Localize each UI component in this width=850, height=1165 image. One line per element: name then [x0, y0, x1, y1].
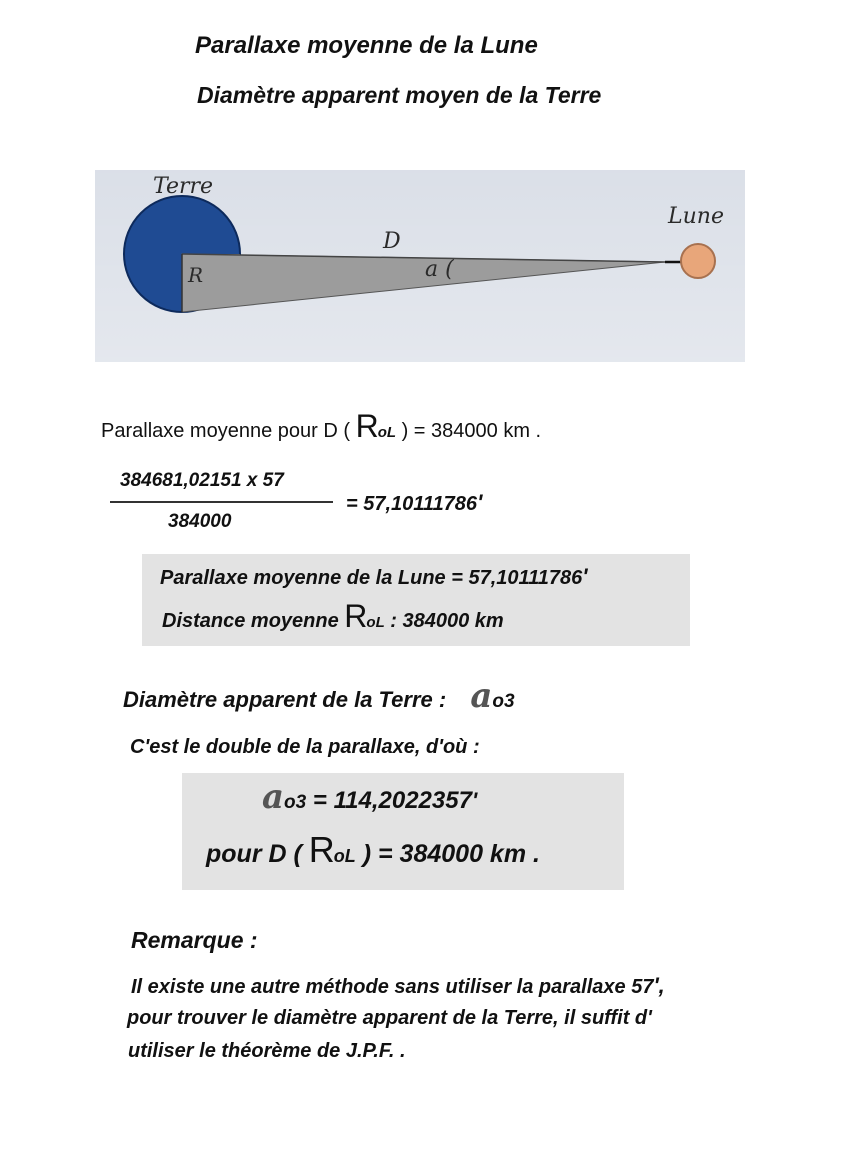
page-title: Parallaxe moyenne de la Lune: [195, 32, 538, 59]
box1-line2-prefix: Distance moyenne: [162, 610, 339, 632]
remark-line-1: [131, 973, 665, 999]
diameter-distance: [206, 829, 540, 871]
alpha-subscript: o3: [492, 691, 515, 712]
remark-line1-text: Il existe une autre méthode sans utiliser la parallaxe 57: [131, 976, 654, 998]
mean-distance: [162, 598, 504, 635]
prime-mark: ': [582, 564, 588, 589]
moon-parallax-value: [160, 564, 588, 590]
alpha-subscript: o3: [284, 792, 307, 813]
diameter-heading-text: Diamètre apparent de la Terre :: [123, 687, 447, 712]
earth-label: Terre: [153, 174, 214, 199]
diameter-value: [262, 777, 477, 817]
r-symbol: R: [344, 598, 367, 634]
diameter-value-text: = 114,2022357: [312, 787, 472, 814]
line1-prefix: Parallaxe moyenne pour D (: [101, 420, 351, 442]
fraction-denominator: 384000: [168, 511, 232, 532]
fraction-result-value: = 57,10111786: [346, 493, 478, 515]
moon-label: Lune: [668, 204, 724, 229]
remark-line-3: utiliser le théorème de J.P.F. .: [128, 1040, 406, 1062]
fraction-result: [346, 490, 482, 516]
remark-line-2: pour trouver le diamètre apparent de la Terre, il suffit d': [127, 1007, 652, 1029]
remark-heading: Remarque :: [131, 927, 258, 953]
r-symbol: R: [308, 829, 334, 870]
moon-circle: [681, 244, 715, 278]
earth-diameter-heading: [123, 676, 515, 716]
prime-mark: ': [471, 788, 478, 813]
prime-mark: ': [477, 490, 483, 515]
box1-line1-text: Parallaxe moyenne de la Lune = 57,10111786: [160, 567, 583, 589]
fraction-bar: [110, 501, 333, 503]
angle-label: a (: [425, 257, 454, 282]
r-subscript: oL: [366, 614, 385, 631]
page-subtitle: Diamètre apparent moyen de la Terre: [197, 82, 602, 108]
parallax-diagram: [95, 170, 745, 362]
prime-mark: ',: [653, 973, 665, 998]
r-subscript: oL: [377, 424, 397, 441]
line1-suffix: ) = 384000 km .: [401, 420, 542, 442]
alpha-symbol: a: [262, 777, 285, 817]
distance-label: D: [383, 229, 401, 254]
parallax-distance-line: [101, 408, 541, 445]
r-symbol: R: [355, 408, 378, 444]
radius-label: R: [188, 263, 204, 287]
moon-parallax-box: [142, 554, 690, 646]
alpha-symbol: a: [470, 676, 493, 716]
r-subscript: oL: [333, 846, 356, 866]
double-parallax-text: C'est le double de la parallaxe, d'où :: [130, 736, 480, 758]
earth-diameter-box: [182, 773, 624, 890]
fraction-numerator: 384681,02151 x 57: [120, 470, 284, 491]
box2-line2-suffix: ) = 384000 km .: [362, 840, 540, 868]
box1-line2-suffix: : 384000 km: [390, 610, 504, 632]
box2-line2-prefix: pour D (: [206, 840, 302, 868]
